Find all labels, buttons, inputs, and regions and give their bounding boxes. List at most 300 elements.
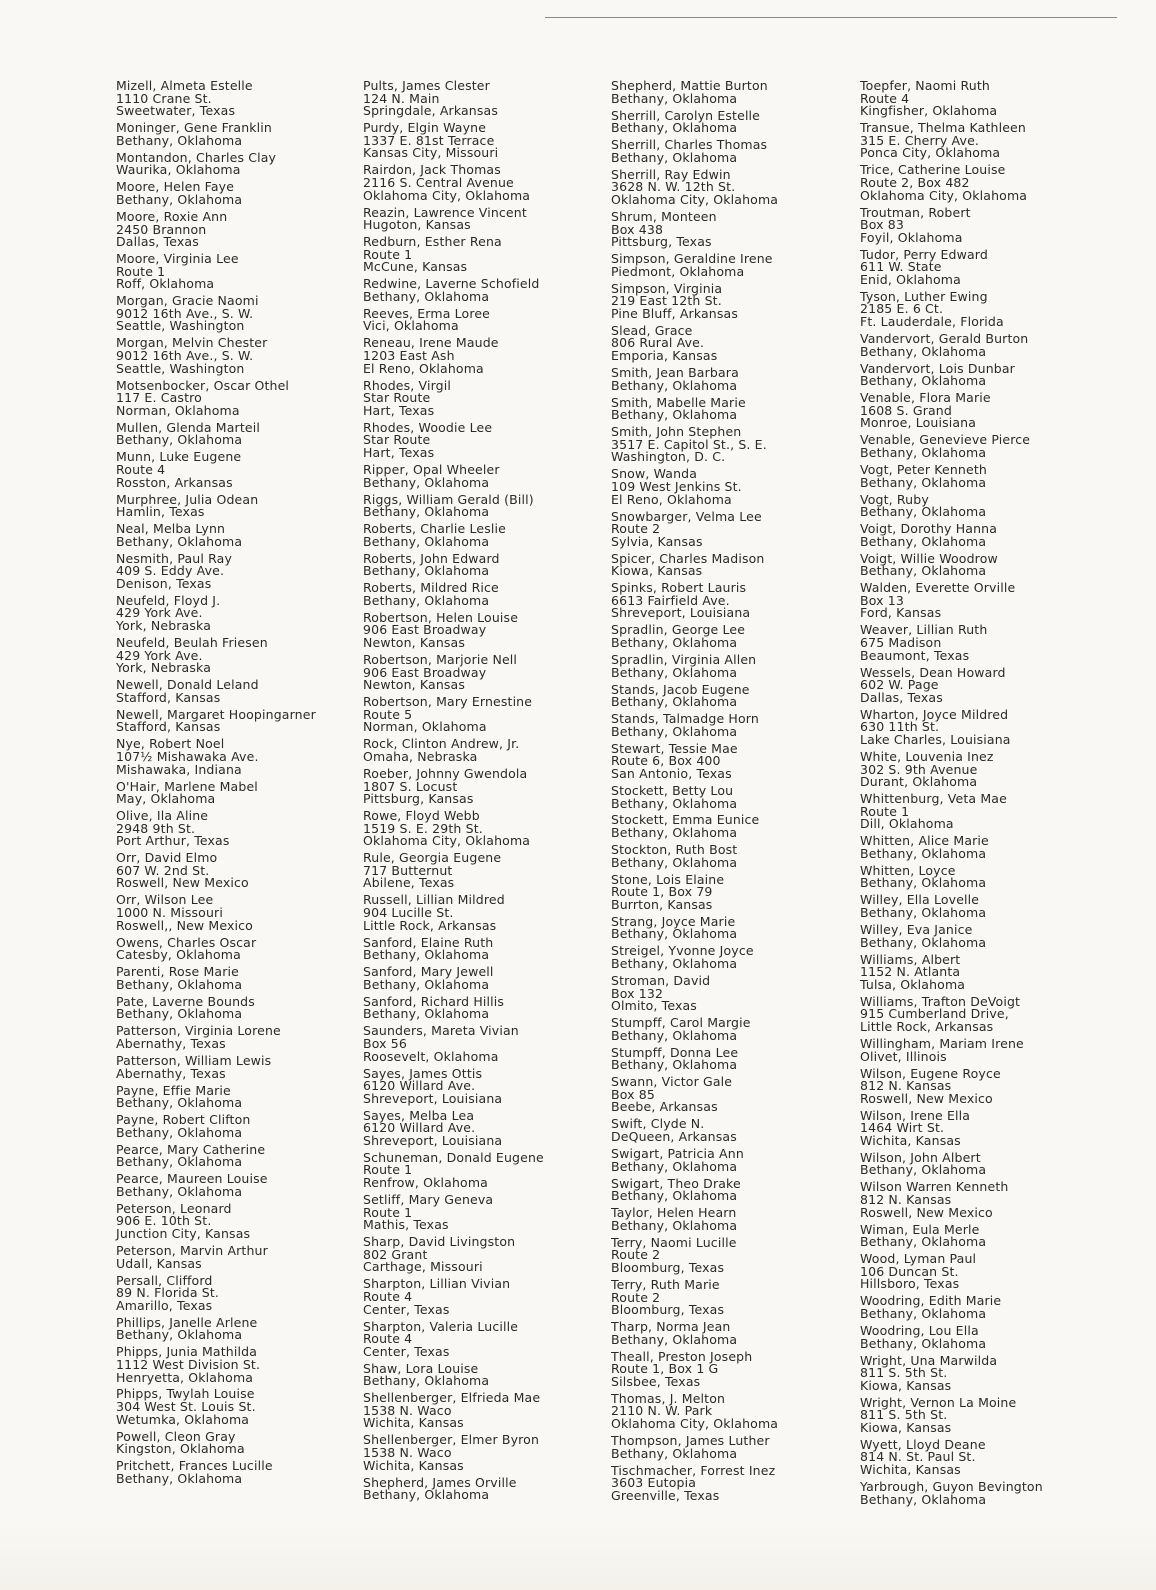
- entry-address: 811 S. 5th St.: [860, 1365, 948, 1381]
- entry-name: Robertson, Helen Louise: [363, 609, 519, 625]
- entry-name: Rowe, Floyd Webb: [363, 808, 480, 824]
- entry-city: Shreveport, Louisiana: [363, 1090, 503, 1106]
- entry-name: Williams, Albert: [860, 951, 961, 967]
- directory-entry: [116, 993, 316, 1022]
- entry-name: Theall, Preston Joseph: [611, 1348, 753, 1364]
- directory-entry: [611, 871, 778, 912]
- directory-entry: [116, 1173, 316, 1198]
- entry-name: Reeves, Erma Loree: [363, 305, 491, 321]
- directory-entry: [116, 1314, 316, 1343]
- entry-city: Wichita, Kansas: [860, 1462, 961, 1478]
- entry-address: 6120 Willard Ave.: [363, 1078, 476, 1094]
- entry-address: Route 6, Box 400: [611, 753, 721, 769]
- directory-entry: [860, 1035, 1043, 1064]
- directory-entry: [860, 1352, 1043, 1393]
- entry-name: Whitten, Loyce: [860, 862, 956, 878]
- entry-city: Bethany, Oklahoma: [611, 149, 738, 165]
- entry-address: 124 N. Main: [363, 90, 440, 106]
- entry-address: 906 E. 10th St.: [116, 1213, 212, 1229]
- directory-entry: [363, 419, 544, 460]
- entry-city: Newton, Kansas: [363, 677, 466, 693]
- entry-city: Pittsburg, Kansas: [363, 791, 474, 807]
- entry-name: Mizell, Almeta Estelle: [116, 78, 253, 93]
- directory-entry: [116, 1346, 316, 1384]
- entry-city: Bethany, Oklahoma: [116, 1124, 243, 1140]
- directory-entry: [363, 1107, 544, 1148]
- entry-name: Snow, Wanda: [611, 466, 698, 482]
- entry-name: Powell, Cleon Gray: [116, 1428, 236, 1444]
- entry-address: 915 Cumberland Drive,: [860, 1006, 1009, 1022]
- entry-address: Route 2: [611, 1289, 661, 1305]
- directory-entry: [611, 468, 778, 506]
- entry-name: Ripper, Opal Wheeler: [363, 461, 500, 477]
- entry-name: Slead, Grace: [611, 322, 693, 338]
- directory-entry: [860, 164, 1043, 202]
- entry-city: Bethany, Oklahoma: [116, 533, 243, 549]
- directory-entry: [611, 1348, 778, 1389]
- entry-address: Route 1: [116, 263, 166, 279]
- entry-city: Greenville, Texas: [611, 1487, 720, 1503]
- entry-city: Hart, Texas: [363, 444, 435, 460]
- directory-entry: [116, 181, 316, 206]
- entry-name: Sherrill, Charles Thomas: [611, 137, 768, 153]
- entry-city: Kiowa, Kansas: [860, 1377, 952, 1393]
- entry-name: Patterson, William Lewis: [116, 1052, 272, 1068]
- entry-city: Bethany, Oklahoma: [611, 795, 738, 811]
- directory-entry: [860, 993, 1043, 1034]
- entry-city: York, Nebraska: [116, 618, 212, 634]
- entry-city: Udall, Kansas: [116, 1255, 202, 1271]
- entry-city: York, Nebraska: [116, 660, 212, 676]
- directory-entry: [611, 394, 778, 423]
- directory-entry: [611, 166, 779, 207]
- entry-name: Owens, Charles Oscar: [116, 934, 257, 950]
- entry-address: 3517 E. Capitol St., S. E.: [611, 436, 767, 452]
- entry-name: Venable, Genevieve Pierce: [860, 432, 1031, 448]
- directory-entry: [363, 1474, 544, 1503]
- entry-name: Redwine, Laverne Schofield: [363, 276, 540, 292]
- entry-name: Vandervort, Lois Dunbar: [860, 360, 1015, 376]
- entry-address: 812 N. Kansas: [860, 1192, 952, 1208]
- directory-entry: [116, 377, 316, 418]
- entry-name: Wyett, Lloyd Deane: [860, 1436, 986, 1452]
- entry-name: Sanford, Mary Jewell: [363, 964, 494, 980]
- directory-entry: [611, 1207, 778, 1232]
- entry-city: May, Oklahoma: [116, 791, 216, 807]
- entry-city: Abilene, Texas: [363, 875, 455, 891]
- entry-name: Wessels, Dean Howard: [860, 664, 1006, 680]
- entry-city: Olivet, Illinois: [860, 1048, 947, 1064]
- directory-entry: [363, 654, 544, 692]
- directory-entry: [611, 107, 778, 136]
- directory-entry: [363, 1360, 544, 1389]
- directory-entry: [116, 852, 316, 890]
- entry-address: 107½ Mishawaka Ave.: [116, 748, 259, 764]
- entry-city: San Antonio, Texas: [611, 765, 732, 781]
- entry-address: 1000 N. Missouri: [116, 905, 223, 921]
- directory-entry: [860, 333, 1043, 358]
- entry-address: 429 York Ave.: [116, 605, 203, 621]
- entry-name: Shellenberger, Elmer Byron: [363, 1432, 540, 1448]
- entry-name: Parenti, Rose Marie: [116, 964, 239, 980]
- directory-column-2: [363, 80, 544, 1506]
- entry-city: Bethany, Oklahoma: [611, 926, 738, 942]
- entry-address: 409 S. Eddy Ave.: [116, 563, 225, 579]
- entry-name: Sanford, Elaine Ruth: [363, 934, 494, 950]
- entry-city: Shreveport, Louisiana: [363, 1132, 503, 1148]
- entry-name: Tharp, Norma Jean: [611, 1319, 731, 1335]
- directory-entry: [116, 1200, 316, 1241]
- directory-entry: [363, 1392, 544, 1430]
- entry-city: Oklahoma City, Oklahoma: [363, 187, 531, 203]
- entry-city: Carthage, Missouri: [363, 1259, 483, 1275]
- entry-city: Bethany, Oklahoma: [860, 875, 987, 891]
- entry-name: Stockett, Betty Lou: [611, 782, 734, 798]
- directory-entry: [860, 246, 1043, 287]
- entry-address: 219 East 12th St.: [611, 293, 722, 309]
- entry-name: Swift, Clyde N.: [611, 1116, 705, 1132]
- entry-name: Phipps, Junia Mathilda: [116, 1344, 258, 1360]
- entry-address: 1807 S. Locust: [363, 778, 458, 794]
- entry-name: Toepfer, Naomi Ruth: [860, 78, 990, 93]
- entry-address: 602 W. Page: [860, 677, 939, 693]
- entry-address: 812 N. Kansas: [860, 1078, 952, 1094]
- directory-entry: [611, 1148, 778, 1173]
- entry-city: Bethany, Oklahoma: [860, 845, 987, 861]
- entry-name: Sharp, David Livingston: [363, 1234, 516, 1250]
- entry-name: Shepherd, Mattie Burton: [611, 78, 768, 93]
- entry-name: Purdy, Elgin Wayne: [363, 120, 487, 136]
- entry-address: 1337 E. 81st Terrace: [363, 132, 495, 148]
- entry-city: DeQueen, Arkansas: [611, 1129, 737, 1145]
- entry-city: Bethany, Oklahoma: [860, 934, 987, 950]
- entry-city: Bethany, Oklahoma: [116, 132, 243, 148]
- entry-address: 1110 Crane St.: [116, 90, 212, 106]
- entry-address: Route 4: [363, 1288, 413, 1304]
- entry-city: McCune, Kansas: [363, 259, 468, 275]
- entry-city: Bloomburg, Texas: [611, 1302, 725, 1318]
- entry-city: Bethany, Oklahoma: [116, 432, 243, 448]
- entry-city: Bethany, Oklahoma: [860, 1234, 987, 1250]
- entry-name: Stone, Lois Elaine: [611, 871, 725, 887]
- entry-name: Tyson, Luther Ewing: [860, 288, 988, 304]
- entry-name: Pults, James Clester: [363, 78, 490, 93]
- directory-entry: [860, 748, 1043, 790]
- entry-city: Bethany, Oklahoma: [116, 1183, 243, 1199]
- directory-entry: [116, 149, 316, 178]
- directory-entry: [860, 204, 1043, 245]
- entry-city: Bethany, Oklahoma: [611, 664, 738, 680]
- entry-address: 906 East Broadway: [363, 622, 487, 638]
- entry-city: Ford, Kansas: [860, 605, 942, 621]
- directory-entry: [363, 305, 544, 334]
- entry-city: Wichita, Kansas: [860, 1132, 961, 1148]
- entry-address: 717 Butternut: [363, 862, 453, 878]
- directory-entry: [363, 1236, 544, 1274]
- entry-name: Sherrill, Ray Edwin: [611, 166, 731, 182]
- entry-name: Moore, Helen Faye: [116, 179, 235, 195]
- entry-address: Box 85: [611, 1086, 656, 1102]
- entry-city: Bethany, Oklahoma: [860, 474, 987, 490]
- entry-name: Montandon, Charles Clay: [116, 149, 277, 165]
- directory-entry: [611, 508, 778, 549]
- entry-name: Pate, Laverne Bounds: [116, 993, 255, 1009]
- entry-name: Smith, Jean Barbara: [611, 365, 739, 380]
- entry-city: Little Rock, Arkansas: [860, 1018, 994, 1034]
- entry-city: Bethany, Oklahoma: [611, 1331, 738, 1347]
- entry-name: Swann, Victor Gale: [611, 1074, 733, 1090]
- directory-entry: [116, 523, 316, 548]
- directory-entry: [611, 814, 778, 839]
- entry-name: Rhodes, Virgil: [363, 377, 451, 393]
- entry-address: Route 1: [363, 1162, 413, 1178]
- entry-city: Junction City, Kansas: [116, 1226, 251, 1241]
- directory-entry: [611, 322, 778, 364]
- directory-entry: [611, 624, 778, 649]
- entry-name: Rairdon, Jack Thomas: [363, 162, 501, 178]
- directory-entry: [363, 164, 544, 202]
- directory-entry: [611, 945, 778, 970]
- entry-city: Center, Texas: [363, 1343, 450, 1359]
- entry-name: Wiman, Eula Merle: [860, 1221, 980, 1237]
- entry-city: Abernathy, Texas: [116, 1065, 226, 1081]
- entry-name: Wright, Una Marwilda: [860, 1352, 998, 1368]
- entry-city: Bethany, Oklahoma: [860, 444, 987, 460]
- entry-name: Smith, Mabelle Marie: [611, 394, 746, 410]
- entry-name: Orr, Wilson Lee: [116, 892, 214, 908]
- directory-entry: [611, 1390, 779, 1432]
- directory-entry: [116, 1052, 316, 1081]
- directory-entry: [116, 592, 316, 634]
- entry-city: Bethany, Oklahoma: [363, 1373, 490, 1389]
- directory-entry: [116, 637, 316, 675]
- entry-name: Venable, Flora Marie: [860, 390, 991, 406]
- entry-name: Sanford, Richard Hillis: [363, 993, 505, 1009]
- entry-city: Bethany, Oklahoma: [611, 1158, 738, 1174]
- entry-city: Shreveport, Louisiana: [611, 605, 751, 621]
- directory-entry: [860, 1394, 1043, 1435]
- directory-entry: [860, 894, 1043, 919]
- entry-name: Persall, Clifford: [116, 1272, 213, 1288]
- directory-entry: [363, 1318, 544, 1359]
- entry-name: Terry, Naomi Lucille: [611, 1234, 737, 1250]
- directory-entry: [116, 491, 316, 520]
- directory-entry: [611, 1017, 778, 1042]
- directory-entry: [363, 122, 544, 160]
- directory-entry: [611, 426, 778, 464]
- entry-name: Swigart, Theo Drake: [611, 1175, 741, 1191]
- entry-city: Kiowa, Kansas: [611, 563, 703, 579]
- entry-city: Kiowa, Kansas: [860, 1419, 952, 1435]
- entry-city: Vici, Oklahoma: [363, 318, 459, 334]
- entry-name: Wilson, John Albert: [860, 1149, 981, 1165]
- directory-entry: [611, 253, 778, 278]
- entry-name: Thomas, J. Melton: [611, 1390, 726, 1406]
- entry-city: Bethany, Oklahoma: [116, 1470, 243, 1486]
- entry-name: Roeber, Johnny Gwendola: [363, 765, 528, 781]
- entry-name: Moore, Roxie Ann: [116, 208, 228, 224]
- entry-name: Robertson, Mary Ernestine: [363, 694, 533, 710]
- entry-address: 1538 N. Waco: [363, 1445, 452, 1461]
- entry-name: Williams, Trafton DeVoigt: [860, 993, 1021, 1009]
- entry-city: Pine Bluff, Arkansas: [611, 305, 739, 321]
- entry-city: Amarillo, Texas: [116, 1297, 213, 1313]
- entry-city: Olmito, Texas: [611, 998, 697, 1014]
- entry-name: Simpson, Virginia: [611, 280, 723, 296]
- directory-entry: [363, 204, 544, 233]
- entry-name: Shrum, Monteen: [611, 208, 717, 224]
- entry-name: Saunders, Mareta Vivian: [363, 1023, 519, 1039]
- entry-name: Simpson, Geraldine Irene: [611, 251, 773, 267]
- entry-address: 304 West St. Louis St.: [116, 1399, 256, 1415]
- directory-entry: [860, 1065, 1043, 1106]
- directory-entry: [116, 122, 316, 147]
- directory-entry: [611, 367, 778, 392]
- entry-city: Enid, Oklahoma: [860, 271, 961, 287]
- entry-name: Newell, Margaret Hoopingarner: [116, 706, 316, 722]
- entry-address: 1519 S. E. 29th St.: [363, 820, 483, 836]
- entry-city: Bethany, Oklahoma: [611, 1188, 738, 1204]
- entry-city: Bethany, Oklahoma: [363, 474, 490, 490]
- entry-city: Bethany, Oklahoma: [860, 1305, 987, 1321]
- entry-address: Route 1: [363, 1204, 413, 1220]
- directory-entry: [860, 924, 1043, 949]
- entry-city: Kingston, Oklahoma: [116, 1441, 245, 1457]
- entry-city: Henryetta, Oklahoma: [116, 1369, 254, 1385]
- entry-city: Little Rock, Arkansas: [363, 917, 497, 933]
- entry-name: Phillips, Janelle Arlene: [116, 1314, 258, 1330]
- directory-entry: [116, 550, 316, 591]
- directory-entry: [611, 582, 778, 620]
- entry-name: White, Louvenia Inez: [860, 748, 994, 764]
- entry-name: Troutman, Robert: [860, 204, 971, 220]
- entry-city: Bethany, Oklahoma: [860, 504, 987, 520]
- entry-name: Smith, John Stephen: [611, 424, 742, 440]
- entry-name: Shepherd, James Orville: [363, 1474, 517, 1490]
- directory-entry: [116, 1025, 316, 1050]
- entry-address: Box 438: [611, 221, 664, 237]
- entry-city: Bethany, Oklahoma: [363, 1487, 490, 1503]
- entry-city: Port Arthur, Texas: [116, 833, 230, 849]
- directory-entry: [116, 253, 316, 291]
- entry-city: Bethany, Oklahoma: [611, 825, 738, 841]
- entry-address: 814 N. St. Paul St.: [860, 1449, 976, 1465]
- entry-name: Stumpff, Donna Lee: [611, 1044, 739, 1060]
- entry-city: Bethany, Oklahoma: [611, 1027, 738, 1043]
- directory-entry: [611, 1234, 778, 1275]
- entry-city: Bethany, Oklahoma: [363, 976, 490, 992]
- entry-address: 9012 16th Ave., S. W.: [116, 305, 254, 321]
- directory-entry: [860, 491, 1043, 520]
- entry-name: Sherrill, Carolyn Estelle: [611, 107, 761, 123]
- entry-address: 2948 9th St.: [116, 820, 196, 836]
- entry-name: Vandervort, Gerald Burton: [860, 331, 1029, 347]
- directory-entry: [363, 993, 544, 1022]
- entry-city: Bethany, Oklahoma: [860, 1491, 987, 1507]
- entry-address: 1112 West Division St.: [116, 1356, 261, 1372]
- directory-entry: [116, 966, 316, 991]
- entry-city: Lake Charles, Louisiana: [860, 731, 1011, 747]
- entry-name: Yarbrough, Guyon Bevington: [860, 1479, 1043, 1495]
- directory-entry: [611, 1076, 778, 1114]
- entry-city: Bethany, Oklahoma: [860, 1335, 987, 1351]
- entry-address: Route 4: [363, 1331, 413, 1347]
- directory-entry: [611, 740, 778, 781]
- directory-entry: [363, 934, 544, 963]
- entry-name: Transue, Thelma Kathleen: [860, 120, 1026, 136]
- entry-name: Peterson, Leonard: [116, 1200, 232, 1216]
- entry-name: Terry, Ruth Marie: [611, 1276, 720, 1292]
- entry-city: Seattle, Washington: [116, 318, 245, 334]
- entry-address: Route 4: [860, 90, 910, 106]
- directory-entry: [860, 706, 1043, 747]
- directory-entry: [116, 706, 316, 735]
- entry-address: Route 2: [611, 521, 661, 537]
- entry-address: 89 N. Florida St.: [116, 1285, 220, 1301]
- entry-name: Thompson, James Luther: [611, 1433, 770, 1449]
- entry-city: Bethany, Oklahoma: [363, 592, 490, 608]
- directory-entry: [860, 122, 1043, 160]
- entry-name: Patterson, Virginia Lorene: [116, 1023, 281, 1039]
- entry-city: Sweetwater, Texas: [116, 103, 236, 119]
- entry-city: Roswell, New Mexico: [860, 1204, 993, 1220]
- entry-city: Mathis, Texas: [363, 1217, 449, 1233]
- directory-entry: [116, 1460, 316, 1485]
- entry-name: Rock, Clinton Andrew, Jr.: [363, 736, 520, 752]
- entry-name: Woodring, Edith Marie: [860, 1293, 1002, 1309]
- directory-entry: [860, 1181, 1043, 1219]
- entry-city: Waurika, Oklahoma: [116, 162, 241, 178]
- directory-entry: [611, 681, 778, 710]
- entry-name: Spradlin, Virginia Allen: [611, 652, 757, 667]
- entry-address: Route 5: [363, 706, 413, 722]
- directory-entry: [860, 862, 1043, 891]
- entry-city: Bethany, Oklahoma: [116, 1154, 243, 1170]
- directory-entry: [363, 894, 544, 932]
- entry-name: Nye, Robert Noel: [116, 736, 225, 752]
- entry-name: Mullen, Glenda Marteil: [116, 419, 260, 435]
- entry-city: Hart, Texas: [363, 402, 435, 418]
- directory-entry: [611, 80, 778, 105]
- directory-entry: [860, 1322, 1043, 1351]
- entry-city: Bethany, Oklahoma: [116, 1006, 243, 1022]
- directory-entry: [860, 1253, 1043, 1291]
- entry-name: Willingham, Mariam Irene: [860, 1035, 1024, 1051]
- entry-name: Nesmith, Paul Ray: [116, 550, 232, 566]
- directory-entry: [363, 738, 544, 763]
- entry-city: Hugoton, Kansas: [363, 217, 471, 233]
- entry-name: Voigt, Dorothy Hanna: [860, 521, 998, 537]
- entry-city: Oklahoma City, Oklahoma: [611, 191, 779, 207]
- entry-name: Roberts, Mildred Rice: [363, 580, 499, 596]
- entry-city: Stafford, Kansas: [116, 689, 221, 705]
- entry-address: 2116 S. Central Avenue: [363, 174, 514, 190]
- directory-entry: [611, 208, 778, 250]
- entry-name: Motsenbocker, Oscar Othel: [116, 377, 290, 393]
- entry-city: Bethany, Oklahoma: [860, 1162, 987, 1178]
- entry-city: Bethany, Oklahoma: [116, 1327, 243, 1343]
- directory-column-1: [116, 80, 316, 1490]
- entry-city: Bethany, Oklahoma: [860, 533, 987, 549]
- entry-address: Route 1: [363, 246, 413, 262]
- entry-name: Rhodes, Woodie Lee: [363, 419, 493, 435]
- entry-name: Wharton, Joyce Mildred: [860, 706, 1009, 722]
- entry-name: Sayes, Melba Lea: [363, 1107, 475, 1123]
- entry-name: Stockett, Emma Eunice: [611, 812, 760, 828]
- entry-address: 3603 Eutopia: [611, 1475, 697, 1491]
- entry-address: 2110 N. W. Park: [611, 1403, 713, 1419]
- directory-entry: [611, 654, 778, 679]
